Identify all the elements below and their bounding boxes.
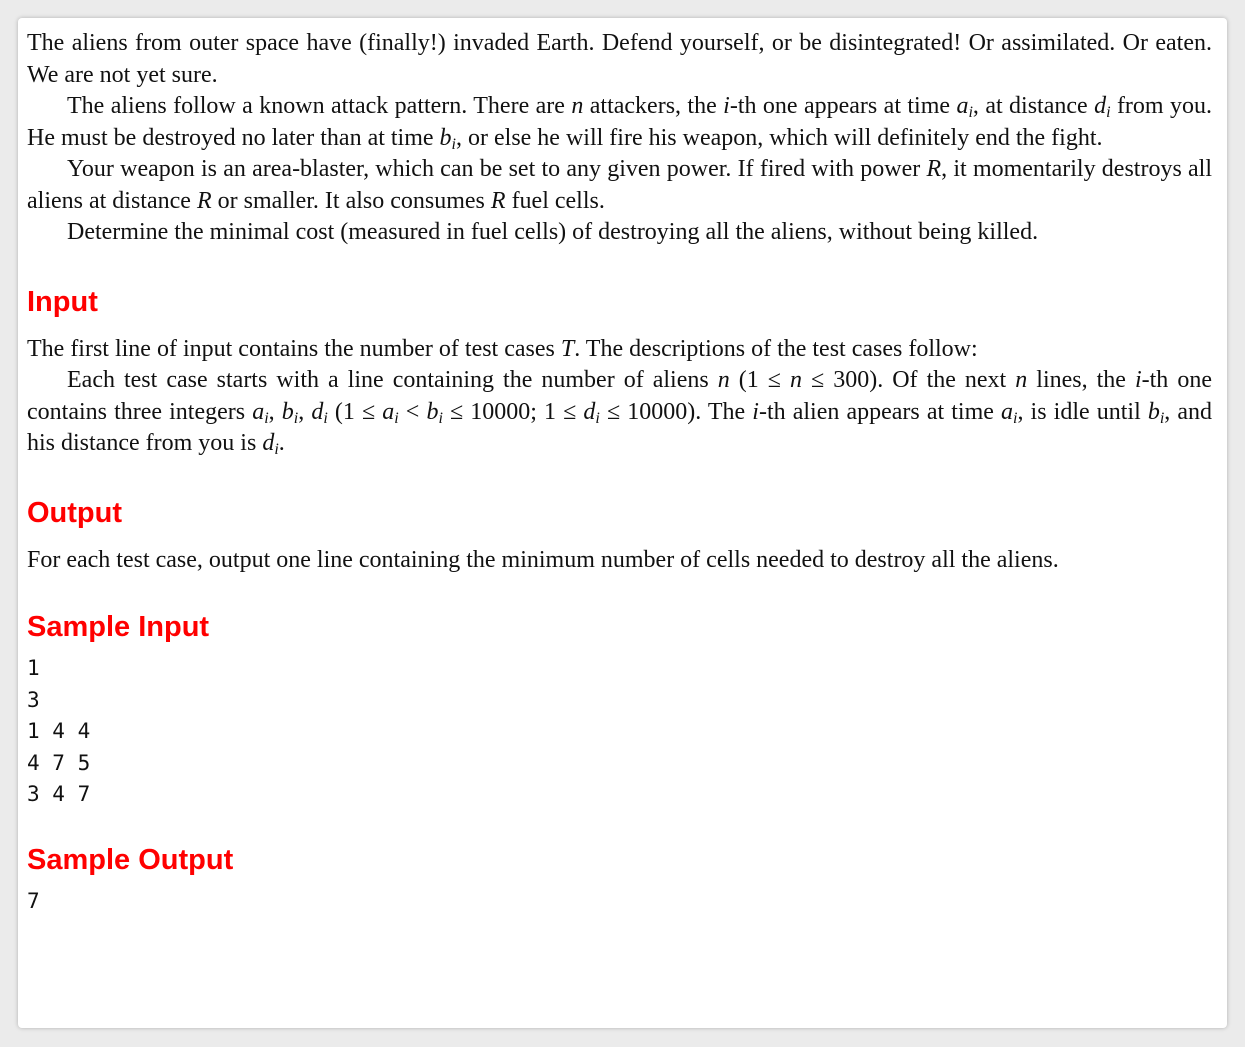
input-text: <	[398, 398, 427, 425]
sample-output-line: 7	[27, 888, 40, 913]
math-subscript: i	[274, 441, 279, 458]
math-var: i	[1134, 367, 1142, 393]
math-var: i	[723, 93, 730, 119]
input-text: -th alien appears at time	[758, 398, 1001, 425]
input-text: ≤ 300). Of the next	[801, 367, 1016, 393]
sample-input-heading: Sample Input	[27, 611, 210, 643]
math-subscript: i	[1013, 409, 1018, 427]
input-heading: Input	[27, 285, 98, 318]
output-paragraph: For each test case, output one line containing the minimum number of cells needed to destroy all the aliens.	[27, 546, 1059, 573]
statement-text: attackers, the	[583, 93, 724, 119]
math-subscript: i	[1106, 104, 1111, 121]
math-subscript: i	[451, 135, 456, 153]
math-var: a	[252, 398, 265, 425]
sample-input-line: 3	[27, 687, 40, 712]
statement-paragraph-3	[27, 154, 1212, 217]
math-subscript: i	[394, 409, 399, 427]
output-heading: Output	[27, 496, 123, 529]
statement-text: -th one appears at time	[729, 93, 957, 119]
math-var: a	[1001, 398, 1013, 425]
sample-output-heading: Sample Output	[27, 843, 234, 876]
math-var: d	[583, 398, 596, 425]
math-var: n	[717, 367, 730, 393]
input-text: . The descriptions of the test cases follow:	[574, 335, 978, 362]
math-var: d	[311, 398, 324, 425]
math-var: a	[956, 93, 969, 119]
statement-text: , at distance	[972, 93, 1095, 119]
input-text: -th one contains three integers	[27, 367, 1212, 425]
statement-paragraph-1	[27, 28, 1212, 91]
input-text: , is idle until	[1017, 398, 1148, 425]
math-subscript: i	[1159, 409, 1165, 427]
input-text: ,	[298, 398, 312, 425]
input-text: .	[278, 430, 285, 456]
statement-paragraph-2	[27, 91, 1212, 154]
math-var: b	[426, 398, 439, 425]
problem-statement-card	[18, 18, 1227, 1028]
statement-text: The aliens from outer space have (finally!) invaded Earth. Defend yourself, or be disintegrated! Or assimilated. Or eaten. We are not yet sure.	[27, 30, 1212, 88]
input-paragraph-1	[27, 334, 1212, 366]
input-text: , and his distance from you is	[27, 398, 1213, 456]
statement-text: Your weapon is an area-blaster, which can be set to any given power. If fired with power	[67, 156, 927, 182]
math-var: n	[1015, 367, 1028, 393]
statement-text: Determine the minimal cost (measured in fuel cells) of destroying all the aliens, without being killed.	[67, 219, 1039, 245]
math-subscript: i	[595, 409, 600, 427]
statement-text: from you. He must be destroyed no later than at time	[27, 93, 1212, 151]
math-var: T	[560, 335, 575, 362]
statement-paragraph-4	[27, 217, 1212, 249]
math-var: i	[752, 398, 759, 425]
sample-input-block	[27, 653, 1212, 811]
sample-input-line: 4 7 5	[27, 750, 91, 775]
math-var: b	[439, 124, 452, 151]
math-var: b	[1147, 398, 1160, 425]
math-var: R	[196, 187, 212, 214]
sample-input-line: 3 4 7	[27, 782, 91, 806]
statement-text: or smaller. It also consumes	[211, 187, 491, 214]
math-subscript: i	[968, 104, 973, 121]
input-text: lines, the	[1027, 367, 1135, 393]
statement-text: The aliens follow a known attack pattern. There are	[67, 93, 572, 119]
math-var: R	[490, 187, 506, 214]
math-var: a	[382, 398, 395, 425]
input-text: ≤ 10000). The	[599, 398, 753, 425]
input-text: Each test case starts with a line containing the number of aliens	[67, 367, 718, 393]
math-subscript: i	[264, 409, 269, 427]
sample-input-line: 1	[27, 656, 40, 680]
input-paragraph-2	[27, 365, 1212, 460]
math-subscript: i	[323, 409, 328, 427]
math-var: b	[281, 398, 294, 425]
input-text: ≤ 10000; 1 ≤	[442, 398, 584, 425]
math-subscript: i	[293, 409, 299, 427]
math-var: n	[571, 93, 584, 119]
sample-output-block	[27, 886, 1212, 918]
input-text: The first line of input contains the number of test cases	[27, 335, 561, 362]
input-text: ,	[268, 398, 282, 425]
sample-input-line: 1 4 4	[27, 719, 91, 743]
math-var: n	[789, 367, 802, 393]
input-text: (1 ≤	[729, 367, 790, 393]
math-var: R	[926, 156, 942, 182]
math-subscript: i	[438, 409, 443, 427]
statement-text: fuel cells.	[505, 187, 605, 214]
statement-text: , it momentarily destroys all aliens at distance	[27, 156, 1213, 214]
input-text: (1 ≤	[327, 398, 383, 425]
math-var: d	[262, 430, 275, 456]
math-var: d	[1094, 93, 1107, 119]
statement-text: , or else he will fire his weapon, which will definitely end the fight.	[456, 124, 1103, 151]
